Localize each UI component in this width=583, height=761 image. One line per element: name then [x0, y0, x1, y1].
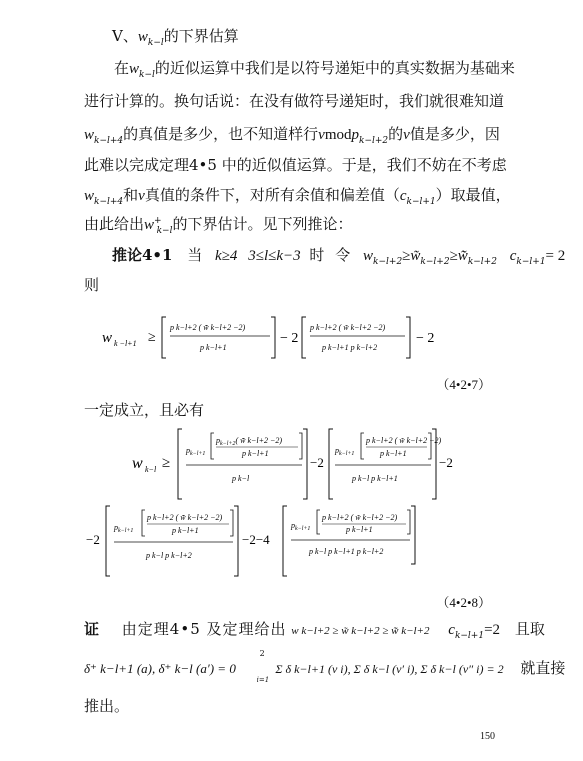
svg-text:pk−l+1: $p_{k-l+1}$ [291, 521, 311, 532]
corollary-label: 推论4•1 [112, 246, 173, 264]
svg-text:−2: −2 [439, 455, 453, 470]
svg-text:−2: −2 [310, 455, 324, 470]
equation-4-2-7 [100, 312, 460, 362]
svg-text:≥: ≥ [162, 455, 171, 471]
svg-text:p k−l+1 p k−l+2: p k−l+1 p k−l+2 [322, 343, 378, 352]
svg-text:k −l+1: k −l+1 [114, 339, 137, 348]
svg-text:pk−l+2( w̃̃ k−l+2 −2): $p_{k-l+2}$( w̃̃ k−l+2 −2) [216, 436, 283, 447]
svg-text:≥: ≥ [148, 330, 156, 345]
equation-number-4-2-7: （4•2•7） [436, 377, 491, 392]
svg-text:p k−l+2 ( w̃ k−l+2 −2): p k−l+2 ( w̃ k−l+2 −2) [366, 436, 442, 445]
para1-line4: 此难以完成定理4•5 中的近似值运算。于是，我们不妨在不考虑 [84, 156, 507, 174]
proof-line2: δ⁺ k−l+1 (a), δ⁺ k−l (a′) = 0 2 i=1 Σ δ k−l+1 (v i), Σ δ k−l (v′ i), Σ δ k−l (v″ i) = 2 就直接 [84, 649, 566, 684]
para1-line1: 在$w_{k-l}$的近似运算中我们是以符号递矩中的真实数据为基础来 [114, 59, 515, 80]
corollary-statement: 推论4•1 当 k≥4 3≤l≤k−3 时 令 $w_{k-l+2}\ge w̃_{k-l+2}\ge w̃̃_{k-l+2}$ $c_{k-l+1}= 2$ [112, 246, 566, 267]
equation-4-2-8-row2 [84, 502, 424, 580]
para1-line2: 进行计算的。换句话说：在没有做符号递矩时，我们就很难知道 [84, 92, 505, 110]
proof-line1: 证 由定理4•5 及定理给出 w k−l+2 ≥ w̃ k−l+2 ≥ w̃̃ k−l+2 $c_{k-l+1}=2$ 且取 [84, 620, 545, 641]
equation-number-4-2-8: （4•2•8） [436, 595, 491, 610]
section-heading: V、$w_{k-l}$的下界估算 [112, 27, 239, 48]
svg-text:pk−l+1: $p_{k-l+1}$ [186, 446, 206, 457]
svg-text:p k−l+2 ( w̃ k−l+2 −2): p k−l+2 ( w̃ k−l+2 −2) [322, 513, 398, 522]
svg-text:p k−l+2 ( w̃̃ k−l+2 −2): p k−l+2 ( w̃̃ k−l+2 −2) [147, 513, 223, 522]
svg-text:p k−l+2 ( w̃ k−l+2 −2): p k−l+2 ( w̃ k−l+2 −2) [310, 323, 386, 332]
section-title: 的下界估算 [163, 27, 239, 45]
svg-text:p k−l p k−l+1: p k−l p k−l+1 [352, 474, 398, 483]
svg-text:pk−l+1: $p_{k-l+1}$ [335, 446, 355, 457]
svg-text:− 2: − 2 [280, 331, 299, 346]
svg-text:p k−l+1: p k−l+1 [200, 343, 227, 352]
svg-text:k−l: k−l [145, 465, 157, 474]
svg-text:pk−l+1: $p_{k-l+1}$ [114, 523, 134, 534]
svg-text:p k−l+1: p k−l+1 [380, 449, 407, 458]
intermediate-text: 一定成立，且必有 [84, 401, 205, 419]
svg-text:p k−l+1: p k−l+1 [346, 525, 373, 534]
svg-text:p k−l+2 ( w̃̃ k−l+2 −2): p k−l+2 ( w̃̃ k−l+2 −2) [170, 323, 246, 332]
svg-text:w: w [102, 330, 113, 346]
page-number: 150 [480, 731, 495, 742]
svg-text:p k−l+1: p k−l+1 [242, 449, 269, 458]
sum-limits: 2 i=1 [256, 649, 270, 684]
para1-line6: 由此给出$w^+_{k-l}$的下界估计。见下列推论： [84, 215, 353, 236]
svg-text:−2−4: −2−4 [242, 532, 270, 547]
para1-line5: $w_{k-l+4}$和v真值的条件下，对所有余值和偏差值$(c_{k-l+1})$取最值， [84, 186, 511, 207]
svg-text:p k−l p k−l+1 p k−l+2: p k−l p k−l+1 p k−l+2 [309, 547, 384, 556]
svg-text:p k−l+1: p k−l+1 [172, 526, 199, 535]
section-numeral: V、 [112, 27, 138, 45]
corollary-then: 则 [84, 276, 100, 294]
svg-text:w: w [132, 455, 143, 472]
svg-text:− 2: − 2 [416, 331, 435, 346]
para1-line3: $w_{k-l+4}$的真值是多少，也不知道样行vmodp$_{k-l+2}$的v值是多少，因 [84, 125, 500, 146]
svg-text:p k−l p k−l+2: p k−l p k−l+2 [146, 551, 192, 560]
proof-line3: 推出。 [84, 697, 130, 715]
equation-4-2-8-row1 [130, 425, 460, 503]
svg-text:−2: −2 [86, 532, 100, 547]
svg-text:p k−l: p k−l [232, 474, 250, 483]
proof-label: 证 [84, 620, 100, 638]
